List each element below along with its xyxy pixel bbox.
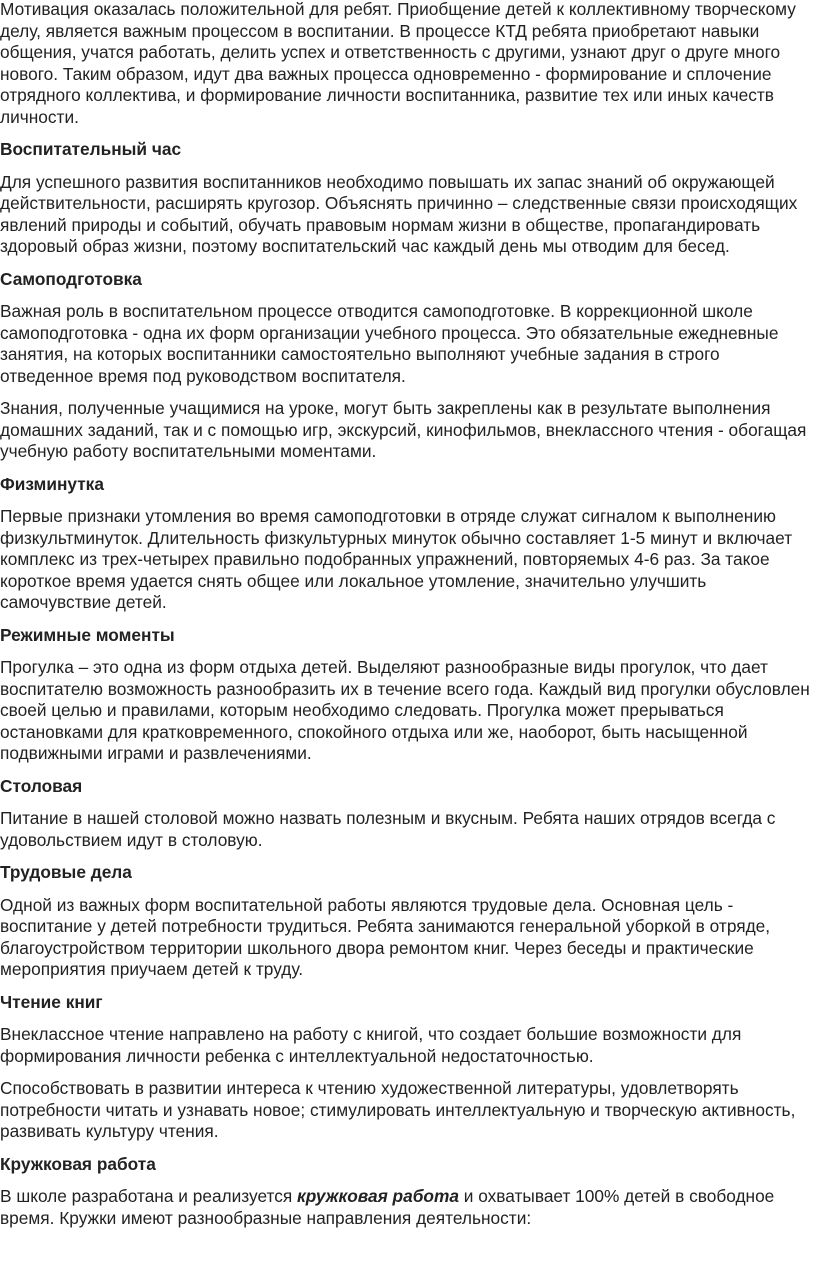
paragraph-educational-hour: Для успешного развития воспитанников необходимо повышать их запас знаний об окружающей действительности, расширять кругозор. Объяснять причинно – следственные связи происходящих явлений природы и событий, обучать правовым нормам жизни в обществе, пропагандировать здоровый образ жизни, поэтому воспитательский час каждый день мы отводим для бесед. xyxy=(0,171,798,256)
clubs-text-after: и охватывает 100% детей в свободное время. Кружки имеют разнообразные направления деятельности: xyxy=(0,1186,775,1228)
heading-canteen: Столовая xyxy=(0,775,83,796)
clubs-emphasis: кружковая работа xyxy=(297,1186,459,1206)
heading-educational-hour: Воспитательный час xyxy=(0,139,182,159)
paragraph-exercise-break: Первые признаки утомления во время самоподготовки в отряде служат сигналом к выполнению физкультминуток. Длительность физкультурных минуток обычно составляет 1-5 минут и включает комплекс из трех-четырех правильно подобранных упражнений, повторяемых 4-6 раз. За такое короткое время удается снять общее или локальное утомление, значительно улучшить самочувствие детей. xyxy=(0,506,793,612)
heading-clubs: Кружковая работа xyxy=(0,1153,156,1174)
paragraph-labor: Одной из важных форм воспитательной работы являются трудовые дела. Основная цель - воспитание у детей потребности трудиться. Ребята занимаются генеральной уборкой в отряде, благоустройством территории школьного двора ремонтом книг. Через беседы и практические мероприятия приучаем детей к труду. xyxy=(0,894,771,979)
paragraph-reading-2: Способствовать в развитии интереса к чтению художественной литературы, удовлетворять потребности читать и узнавать новое; стимулировать интеллектуальную и творческую активность, развивать культуру чтения. xyxy=(0,1078,796,1141)
heading-exercise-break: Физминутка xyxy=(0,473,104,494)
intro-paragraph: Мотивация оказалась положительной для ребят. Приобщение детей к коллективному творческому делу, является важным процессом в воспитании. В процессе КТД ребята приобретают навыки общения, учатся работать, делить успех и ответственность с другими, узнают друг о друге много нового. Таким образом, идут два важных процесса одновременно - формирование и сплочение отрядного коллектива, и формирование личности воспитанника, развитие тех или иных качеств личности. xyxy=(0,0,796,127)
paragraph-self-study-2: Знания, полученные учащимися на уроке, могут быть закреплены как в результате выполнения домашних заданий, так и с помощью игр, экскурсий, кинофильмов, внеклассного чтения - обогащая учебную работу воспитательными моментами. xyxy=(0,398,807,461)
paragraph-routine: Прогулка – это одна из форм отдыха детей. Выделяют разнообразные виды прогулок, что дает воспитателю возможность разнообразить их в течение всего года. Каждый вид прогулки обусловлен своей целью и правилами, которым необходимо следовать. Прогулка может прерываться остановками для кратковременного, спокойного отдыха или же, наоборот, быть насыщенной подвижными играми и развлечениями. xyxy=(0,657,810,763)
clubs-text-before: В школе разработана и реализуется xyxy=(0,1186,298,1206)
paragraph-reading-1: Внеклассное чтение направлено на работу с книгой, что создает большие возможности для формирования личности ребенка с интеллектуальной недостаточностью. xyxy=(0,1024,742,1066)
heading-reading: Чтение книг xyxy=(0,991,103,1012)
heading-routine: Режимные моменты xyxy=(0,624,175,645)
paragraph-clubs xyxy=(0,1186,816,1229)
paragraph-self-study-1: Важная роль в воспитательном процессе отводится самоподготовке. В коррекционной школе самоподготовка - одна их форм организации учебного процесса. Это обязательные ежедневные занятия, на которых воспитанники самостоятельно выполняют учебные задания в строго отведенное время под руководством воспитателя. xyxy=(0,301,779,386)
heading-self-study: Самоподготовка xyxy=(0,268,142,289)
heading-labor: Трудовые дела xyxy=(0,862,132,882)
paragraph-canteen: Питание в нашей столовой можно назвать полезным и вкусным. Ребята наших отрядов всегда с удовольствием идут в столовую. xyxy=(0,808,776,850)
